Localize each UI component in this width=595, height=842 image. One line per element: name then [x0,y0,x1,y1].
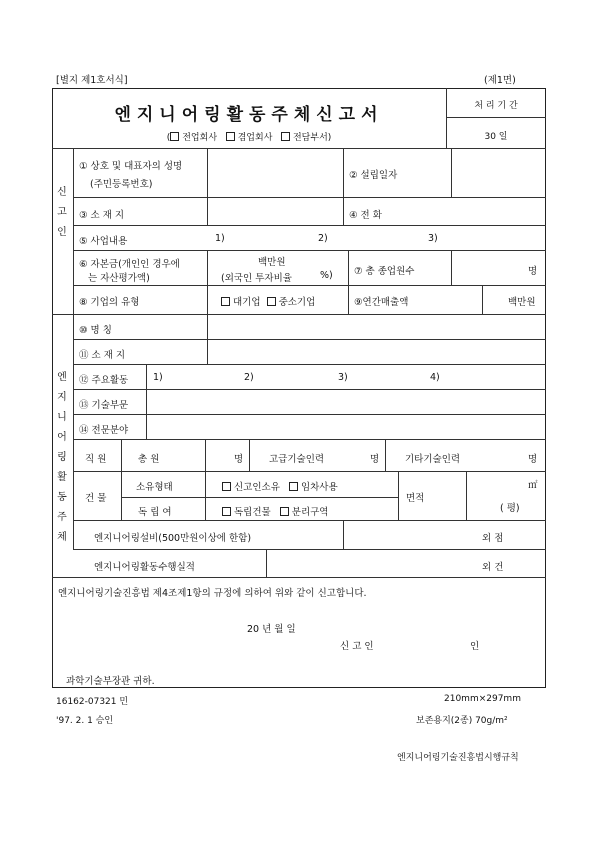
phone-label: ④ 전 화 [349,210,382,221]
independence-options: 독립건물 분리구역 [222,504,329,518]
capital-unit: 백만원 [258,257,286,268]
record-label: 엔지니어링활동수행실적 [94,562,195,573]
sales-label: ⑨연간매출액 [354,297,409,308]
company-type-label: ⑧ 기업의 유형 [79,297,140,308]
tech-sector-label: ⑬ 기술부문 [79,400,129,411]
independence-label: 독 립 여 [138,507,172,518]
checkbox-part-time[interactable] [226,132,235,141]
reporter-label: 신 고 인 [340,641,374,652]
name-label: ① 상호 및 대표자의 성명 [79,161,183,172]
specialty-field[interactable] [148,416,544,437]
total-staff-label: 총 원 [138,454,160,465]
processing-period-label: 처 리 기 간 [474,101,518,111]
staff-row-label: 직 원 [85,454,107,465]
checkbox-full-time[interactable] [170,132,179,141]
main-activity-1[interactable]: 1) [153,372,163,383]
paper-size: 210mm×297mm [444,694,521,704]
checkbox-sme[interactable] [267,297,276,306]
building-label: 건 물 [85,493,107,504]
ownership-label: 소유형태 [136,482,173,493]
checkbox-large-company[interactable] [221,297,230,306]
main-activity-4[interactable]: 4) [430,372,440,383]
seal-label[interactable]: 인 [470,641,480,652]
page-number: (제1면) [484,75,516,86]
entity-address-field[interactable] [209,341,544,362]
business-item-2[interactable]: 2) [318,233,328,244]
foreign-ratio-label: (외국인 투자비율 [221,273,292,284]
business-item-3[interactable]: 3) [428,233,438,244]
main-activity-2[interactable]: 2) [244,372,254,383]
equipment-unit: 외 점 [482,533,504,544]
business-item-1[interactable]: 1) [215,233,225,244]
advanced-staff-label: 고급기술인력 [269,454,325,465]
other-staff-unit: 명 [528,454,538,465]
entity-name-label: ⑩ 명 칭 [79,325,112,336]
processing-period-value: 30 일 [484,132,508,142]
advanced-staff-unit: 명 [370,454,380,465]
main-activity-label: ⑫ 주요활동 [79,375,129,386]
entity-address-label: ⑪ 소 재 지 [79,350,126,361]
declaration-text: 엔지니어링기술진흥법 제4조제1항의 규정에 의하여 위와 같이 신고합니다. [58,588,367,599]
area-unit-pyeong: ( 평) [500,503,520,514]
specialty-label: ⑭ 전문분야 [79,425,129,436]
capital-label-cont: 는 자산평가액) [88,273,150,284]
founded-label: ② 설립일자 [349,170,398,181]
address-label: ③ 소 재 지 [79,210,125,221]
checkbox-independent-building[interactable] [222,507,231,516]
ownership-options: 신고인소유 임차사용 [222,479,338,493]
report-type-options: ( 전업회사 겸업회사 전담부서) [166,133,332,143]
paper-type: 보존용지(2종) 70g/m² [416,716,508,726]
checkbox-leased[interactable] [289,482,298,491]
name-sub-label: (주민등록번호) [90,179,153,190]
tech-sector-field[interactable] [148,391,544,412]
reporter-section-label: 신 고 인 [57,187,67,238]
checkbox-separate-area[interactable] [280,507,289,516]
phone-field[interactable] [412,199,544,223]
name-field[interactable] [209,150,341,195]
area-unit-sqm: ㎡ [528,480,538,491]
record-unit: 외 건 [482,562,504,573]
business-label: ⑤ 사업내용 [79,236,128,247]
address-field[interactable] [209,199,341,223]
checkbox-owned[interactable] [222,482,231,491]
staff-label: ⑦ 총 종업원수 [354,266,415,277]
staff-unit: 명 [528,266,538,277]
form-title: 엔지니어링활동주체신고서 [114,105,384,125]
sales-unit: 백만원 [508,297,536,308]
entity-section-label: 엔 지 니 어 링 활 동 주 체 [57,372,67,543]
company-type-options: 대기업 중소기업 [221,294,315,308]
form-code: 16162-07321 민 [56,697,129,707]
recipient: 과학기술부장관 귀하. [66,676,155,687]
founded-field[interactable] [453,150,544,195]
law-name: 엔지니어링기술진흥법시행규칙 [397,753,519,763]
form-number: [별지 제1호서식] [56,75,128,86]
checkbox-dedicated[interactable] [281,132,290,141]
total-staff-unit: 명 [234,454,244,465]
entity-name-field[interactable] [209,316,544,337]
area-label: 면적 [406,493,425,504]
percent-label: %) [320,270,333,281]
declaration-date[interactable]: 20 년 월 일 [247,624,296,635]
other-staff-label: 기타기술인력 [405,454,461,465]
approval-date: '97. 2. 1 승인 [56,716,114,726]
equipment-label: 엔지니어링설비(500만원이상에 한함) [94,533,252,544]
main-activity-3[interactable]: 3) [338,372,348,383]
capital-label: ⑥ 자본금(개인인 경우에 [79,259,180,270]
